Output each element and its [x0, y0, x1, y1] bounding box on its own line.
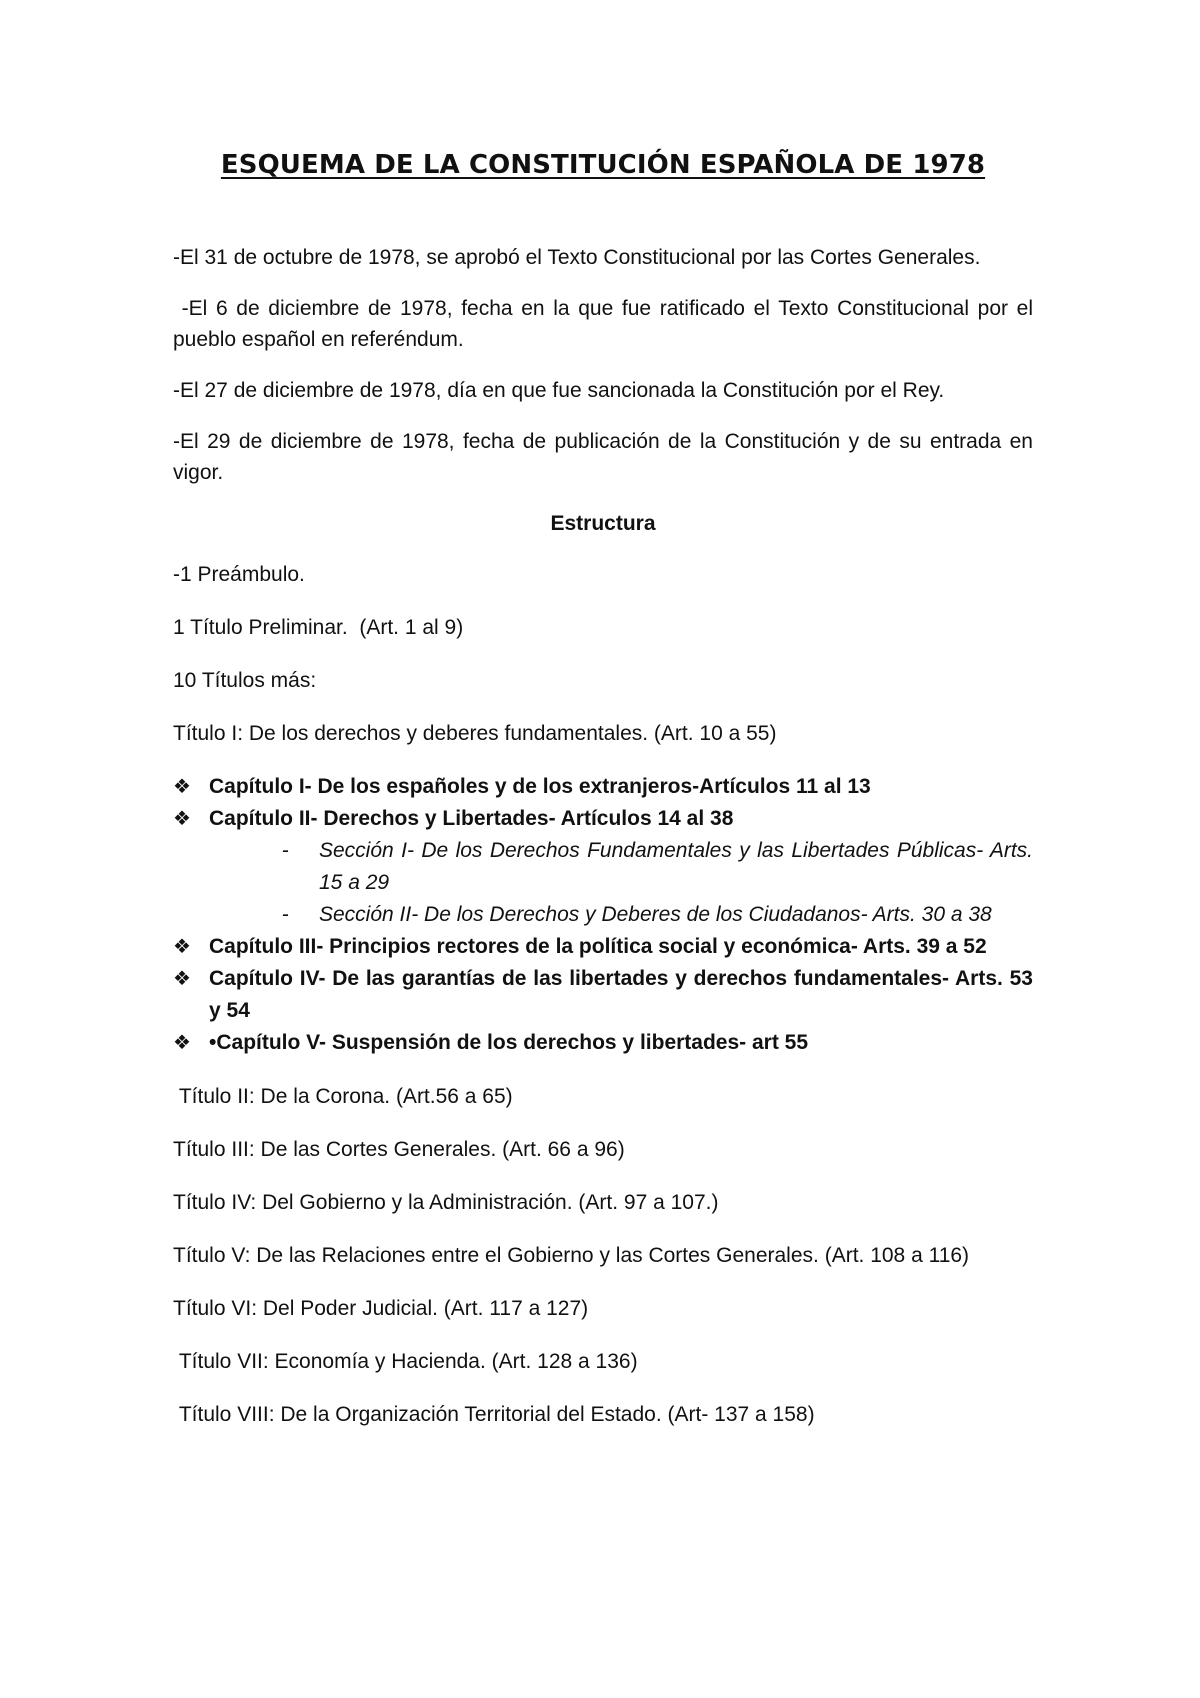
seccion-item [209, 899, 1033, 931]
structure-line: 1 Título Preliminar. (Art. 1 al 9) [173, 616, 464, 639]
document-title: ESQUEMA DE LA CONSTITUCIÓN ESPAÑOLA DE 1978 [220, 150, 986, 180]
titulo-line: Título V: De las Relaciones entre el Gobierno y las Cortes Generales. (Art. 108 a 116) [173, 1244, 970, 1267]
titulo-line: Título VI: Del Poder Judicial. (Art. 117 a 127) [173, 1297, 589, 1320]
titulo-line: Título II: De la Corona. (Art.56 a 65) [173, 1085, 513, 1108]
seccion-list [209, 835, 1033, 931]
capitulo-item [173, 1027, 1033, 1059]
diamond-bullet-icon: ❖ [173, 808, 191, 830]
structure-line: 10 Títulos más: [173, 669, 317, 692]
diamond-bullet-icon: ❖ [173, 776, 191, 798]
capitulo-text: Capítulo II- Derechos y Libertades- Artículos 14 al 38 [209, 807, 734, 830]
titulo-line: Título III: De las Cortes Generales. (Art. 66 a 96) [173, 1138, 625, 1161]
capitulo-item [173, 771, 1033, 803]
titulo-line: Título VIII: De la Organización Territorial del Estado. (Art- 137 a 158) [173, 1403, 815, 1426]
titulo-line: Título VII: Economía y Hacienda. (Art. 128 a 136) [173, 1350, 638, 1373]
seccion-text: Sección II- De los Derechos y Deberes de los Ciudadanos- Arts. 30 a 38 [319, 903, 992, 926]
structure-line: Título I: De los derechos y deberes fundamentales. (Art. 10 a 55) [173, 722, 777, 745]
date-paragraph: -El 6 de diciembre de 1978, fecha en la que fue ratificado el Texto Constitucional por el pueblo español en referéndum. [173, 297, 1039, 351]
capitulo-item [173, 963, 1033, 1027]
document-page [173, 150, 1039, 1452]
seccion-text: Sección I- De los Derechos Fundamentales y las Libertades Públicas- Arts. 15 a 29 [319, 839, 1033, 894]
date-paragraph: -El 29 de diciembre de 1978, fecha de publicación de la Constitución y de su entrada en vigor. [173, 430, 1033, 484]
capitulo-item [173, 931, 1033, 963]
diamond-bullet-icon: ❖ [173, 968, 191, 990]
diamond-bullet-icon: ❖ [173, 936, 191, 958]
dash-bullet-icon: - [282, 839, 289, 862]
structure-heading: Estructura [550, 512, 656, 535]
capitulo-text: Capítulo I- De los españoles y de los extranjeros-Artículos 11 al 13 [209, 775, 871, 798]
capitulo-text: •Capítulo V- Suspensión de los derechos y libertades- art 55 [209, 1031, 809, 1054]
seccion-item [209, 835, 1033, 899]
titulo-line: Título IV: Del Gobierno y la Administración. (Art. 97 a 107.) [173, 1191, 719, 1214]
capitulo-item [173, 803, 1033, 931]
capitulo-text: Capítulo III- Principios rectores de la política social y económica- Arts. 39 a 52 [209, 935, 987, 958]
diamond-bullet-icon: ❖ [173, 1032, 191, 1054]
date-paragraph: -El 31 de octubre de 1978, se aprobó el Texto Constitucional por las Cortes Generales. [173, 246, 981, 269]
capitulo-text: Capítulo IV- De las garantías de las libertades y derechos fundamentales- Arts. 53 y 54 [209, 967, 1033, 1022]
date-paragraph: -El 27 de diciembre de 1978, día en que fue sancionada la Constitución por el Rey. [173, 379, 945, 402]
capitulo-list [173, 771, 1033, 1059]
structure-line: -1 Preámbulo. [173, 563, 305, 586]
dash-bullet-icon: - [282, 903, 289, 926]
